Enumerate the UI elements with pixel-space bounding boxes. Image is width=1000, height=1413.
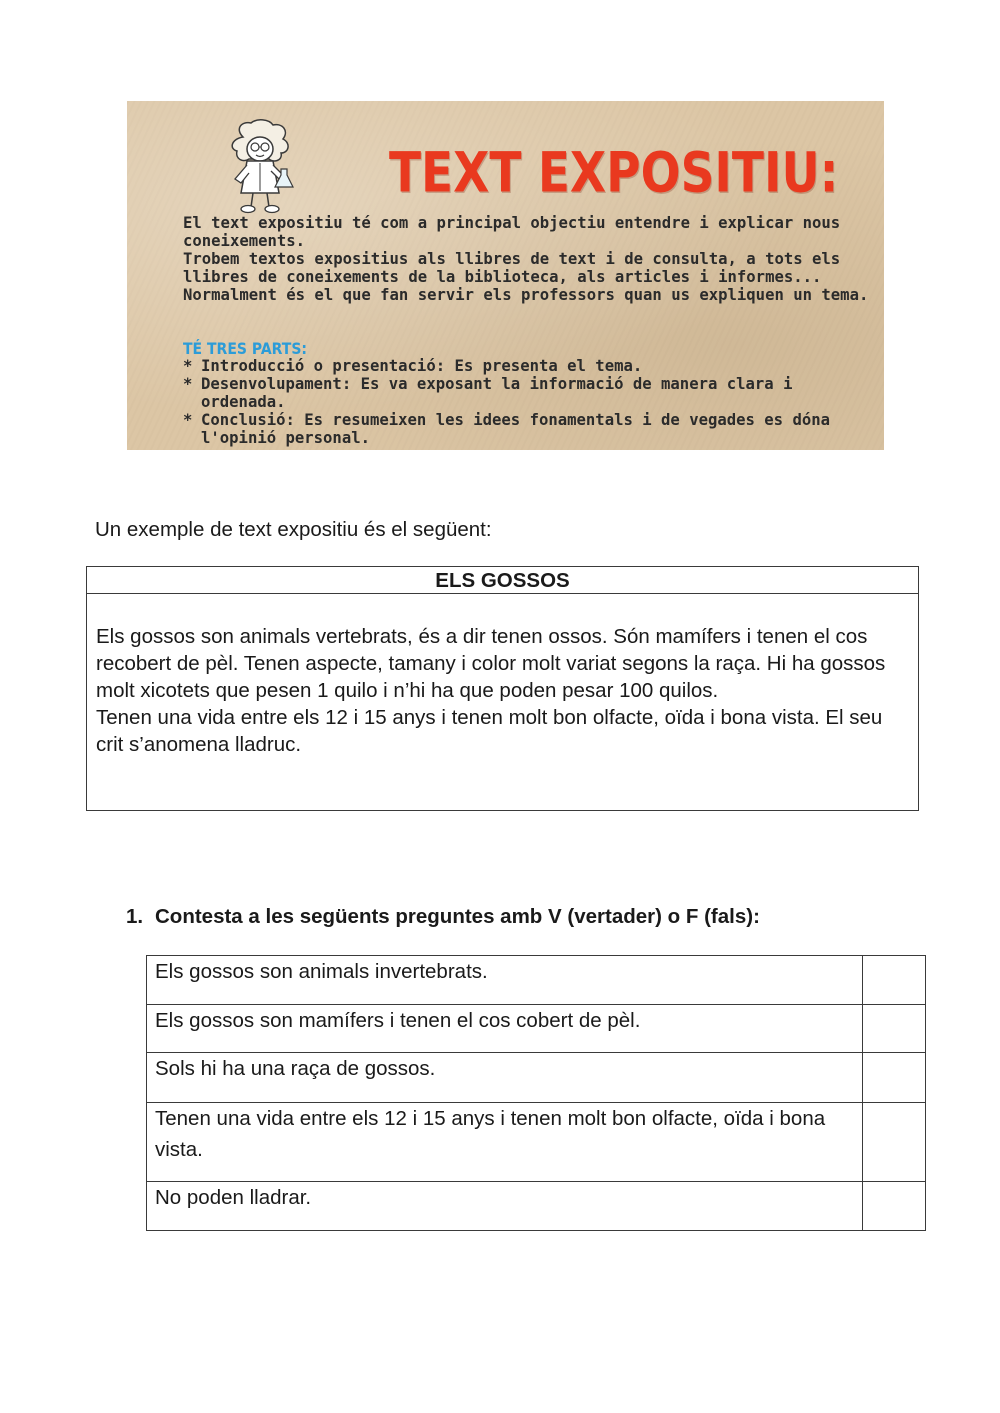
banner-title: TEXT EXPOSITIU: [389, 141, 839, 206]
table-row [147, 1005, 926, 1053]
answer-cell[interactable] [863, 956, 926, 1005]
parts-title: TÉ TRES PARTS: [183, 340, 308, 359]
parts-item-text: Introducció o presentació: Es presenta el tema. [201, 357, 643, 375]
statement-cell: Sols hi ha una raça de gossos. [147, 1053, 863, 1103]
example-title: ELS GOSSOS [87, 567, 918, 594]
table-row [147, 956, 926, 1005]
table-row [147, 1053, 926, 1103]
question-heading [126, 905, 760, 929]
table-row [147, 1103, 926, 1182]
parts-item-text: Desenvolupament: Es va exposant la informació de manera clara i ordenada. [201, 375, 793, 411]
parts-item-text: Conclusió: Es resumeixen les idees fonamentals i de vegades es dóna l'opinió personal. [201, 411, 831, 447]
table-row [147, 1182, 926, 1231]
bullet-star: * [183, 411, 193, 429]
parts-list-item [183, 411, 873, 447]
statement-cell: No poden lladrar. [147, 1182, 863, 1231]
parts-list-item [183, 375, 873, 411]
statement-cell: Els gossos son animals invertebrats. [147, 956, 863, 1005]
bullet-star: * [183, 357, 193, 375]
answer-cell[interactable] [863, 1053, 926, 1103]
banner-paragraph: El text expositiu té com a principal objectiu entendre i explicar nous coneixements. [183, 214, 841, 250]
question-number: 1. [126, 905, 144, 928]
scientist-icon [213, 119, 307, 215]
banner-description [183, 214, 873, 304]
question-text: Contesta a les següents preguntes amb V (vertader) o F (fals): [155, 905, 760, 928]
parts-list [183, 357, 873, 447]
intro-text: Un exemple de text expositiu és el següent: [95, 518, 492, 541]
statement-cell: Tenen una vida entre els 12 i 15 anys i tenen molt bon olfacte, oïda i bona vista. [147, 1103, 863, 1182]
banner-image [127, 101, 884, 450]
answer-cell[interactable] [863, 1005, 926, 1053]
example-paragraph: Tenen una vida entre els 12 i 15 anys i tenen molt bon olfacte, oïda i bona vista. El seu crit s’anomena lladruc. [96, 706, 883, 756]
bullet-star: * [183, 375, 193, 393]
answer-cell[interactable] [863, 1103, 926, 1182]
example-paragraph: Els gossos son animals vertebrats, és a dir tenen ossos. Són mamífers i tenen el cos recobert de pèl. Tenen aspecte, tamany i color molt variat segons la raça. Hi ha gossos molt xicotets que pesen 1 quilo i n’hi ha que poden pesar 100 quilos. [96, 625, 886, 702]
example-body [87, 594, 918, 758]
true-false-table [146, 955, 926, 1231]
statement-cell: Els gossos son mamífers i tenen el cos cobert de pèl. [147, 1005, 863, 1053]
example-box [86, 566, 919, 811]
answer-cell[interactable] [863, 1182, 926, 1231]
banner-paragraph: Normalment és el que fan servir els professors quan us expliquen un tema. [183, 286, 869, 304]
banner-paragraph: Trobem textos expositius als llibres de text i de consulta, a tots els llibres de coneixements de la biblioteca, als articles i informes... [183, 250, 841, 286]
parts-list-item [183, 357, 873, 375]
